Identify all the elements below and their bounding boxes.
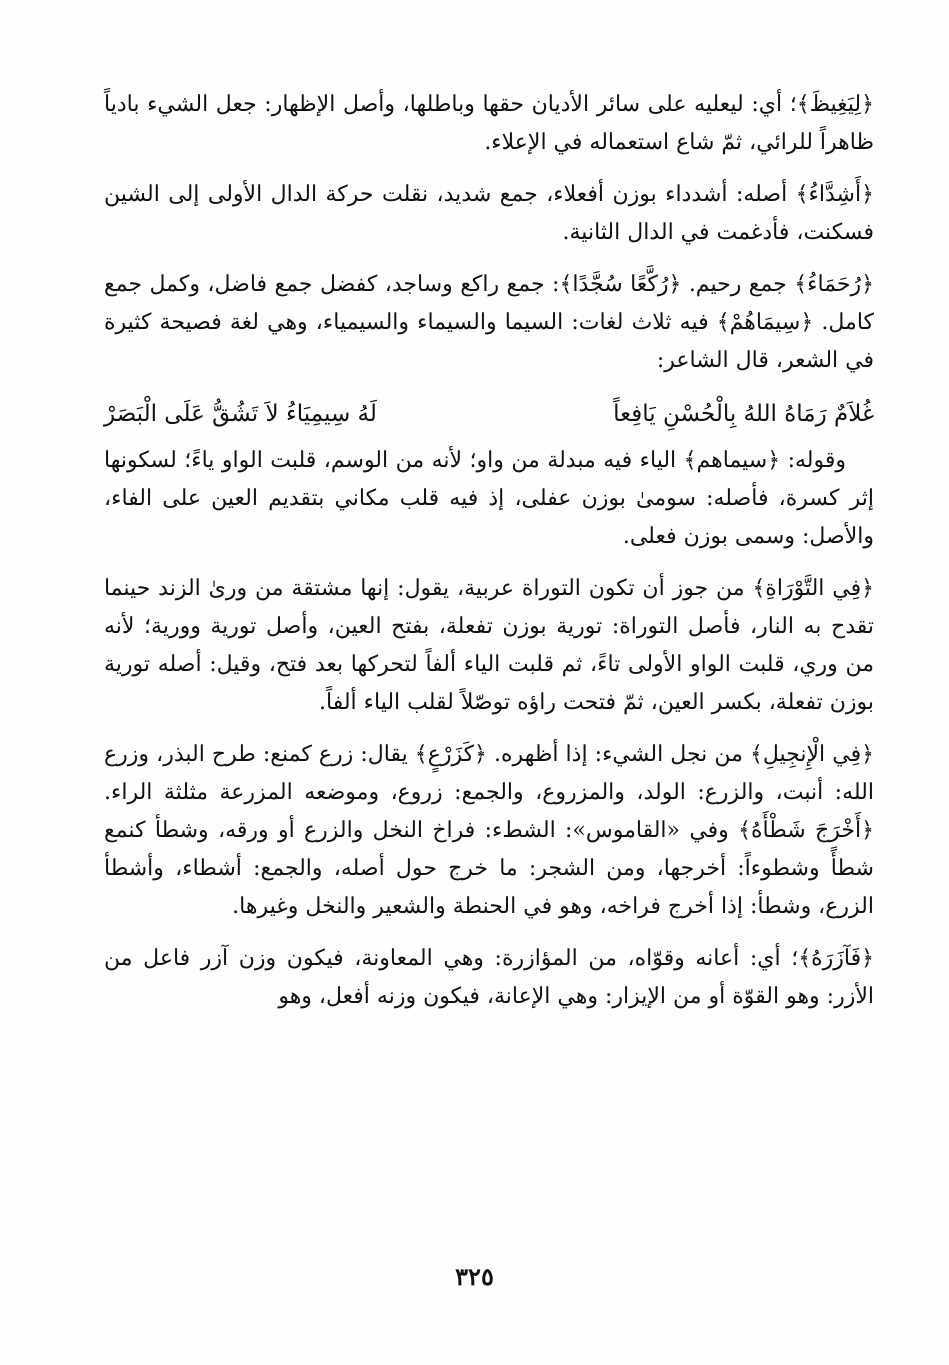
paragraph-li-yughiz: ﴿لِيَغِيظَ﴾؛ أي: ليعليه على سائر الأديان حقها وباطلها، وأصل الإظهار: جعل الشيء بادياً ظاهراً للرائي، ثمّ شاع استعماله في الإعلاء. (104, 92, 874, 155)
page-number: ٣٢٥ (455, 1262, 494, 1291)
verse-second-hemistich: لَهُ سِيمِيَاءُ لاَ تَشُقُّ عَلَى الْبَصَرْ (104, 401, 377, 427)
paragraph-qawluhu-simahum: وقوله: ﴿سيماهم﴾ الياء فيه مبدلة من واو؛ لأنه من الوسم، قلبت الواو ياءً؛ لسكونها إثر كسرة، فأصله: سومىٰ بوزن عفلى، إذ فيه قلب مكاني بتقديم العين على الفاء، والأصل: وسمى بوزن فعلى. (104, 448, 874, 549)
paragraph-injil: ﴿فِي الْإِنجِيلِ﴾ من نجل الشيء: إذا أظهره. ﴿كَزَرْعٍ﴾ يقال: زرع كمنع: طرح البذر، وزرع الله: أنبت، والزرع: الولد، والمزروع، والجمع: زروع، وموضعه المزرعة مثلثة الراء. ﴿أَخْرَجَ شَطْأَهُ﴾ وفي «القاموس»: الشطء: فراخ النخل والزرع أو ورقه، وشطأ كنمع شطأً وشطوءاً: أخرجها، ومن الشجر: ما خرج حول أصله، والجمع: أشطاء، وأشطأ الزرع، وشطأ: إذا أخرج فراخه، وهو في الحنطة والشعير والنخل وغيرها. (104, 742, 874, 919)
paragraph-tawrat: ﴿فِي التَّوْرَاةِ﴾ من جوز أن تكون التوراة عربية، يقول: إنها مشتقة من ورىٰ الزند حينما تقدح به النار، فأصل التوراة: تورية بوزن تفعلة، بفتح العين، وأصل تورية وورية؛ لأنه من وري، قلبت الواو الأولى تاءً، ثم قلبت الياء ألفاً لتحركها بعد فتح، وقيل: أصله تورية بوزن تفعلة، بكسر العين، ثمّ فتحت راؤه توصّلاً لقلب الياء ألفاً. (104, 576, 874, 715)
verse-first-hemistich: غُلاَمٌ رَمَاهُ اللهُ بِالْحُسْنِ يَافِعاً (613, 401, 874, 427)
poetry-verse (104, 394, 874, 434)
page-text (104, 86, 874, 1030)
paragraph-ashidda: ﴿أَشِدَّاءُ﴾ أصله: أشدداء بوزن أفعلاء، جمع شديد، نقلت حركة الدال الأولى إلى الشين فسكنت، فأدغمت في الدال الثانية. (104, 182, 874, 245)
paragraph-ruhama: ﴿رُحَمَاءُ﴾ جمع رحيم. ﴿رُكَّعًا سُجَّدًا﴾: جمع راكع وساجد، كفضل جمع فاضل، وكمل جمع كامل. ﴿سِيمَاهُمْ﴾ فيه ثلاث لغات: السيما والسيماء والسيمياء، وهي لغة فصيحة كثيرة في الشعر، قال الشاعر: (104, 272, 874, 373)
paragraph-fa-azarahu: ﴿فَآزَرَهُ﴾؛ أي: أعانه وقوّاه، من المؤازرة: وهي المعاونة، فيكون وزن آزر فاعل من الأزر: وهو القوّة أو من الإيزار: وهي الإعانة، فيكون وزنه أفعل، وهو (104, 946, 874, 1009)
